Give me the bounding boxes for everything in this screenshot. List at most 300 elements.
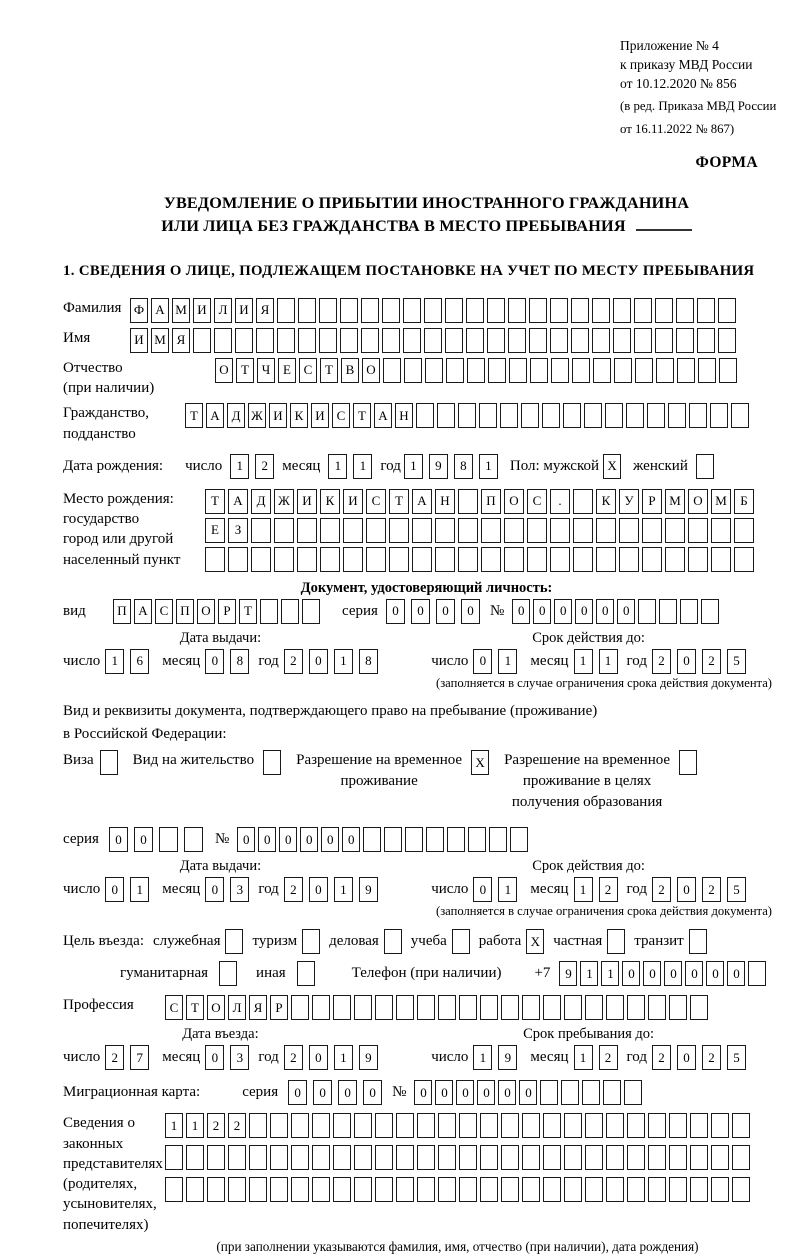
char-cell[interactable] xyxy=(501,1113,519,1138)
char-cell[interactable] xyxy=(679,750,697,775)
char-cell[interactable] xyxy=(529,328,547,353)
char-cell[interactable]: О xyxy=(688,489,708,514)
char-cell[interactable] xyxy=(585,1177,603,1202)
char-cell[interactable]: 0 xyxy=(575,599,593,624)
purpose-business-trip-checkbox[interactable] xyxy=(225,929,243,954)
char-cell[interactable] xyxy=(648,1177,666,1202)
identity-doc-type-boxes[interactable] xyxy=(113,599,320,624)
res-valid-day-boxes[interactable] xyxy=(473,877,517,902)
char-cell[interactable] xyxy=(437,403,455,428)
char-cell[interactable]: 0 xyxy=(664,961,682,986)
char-cell[interactable] xyxy=(297,961,315,986)
char-cell[interactable] xyxy=(184,827,203,852)
id-issue-month-boxes[interactable] xyxy=(205,649,249,674)
char-cell[interactable] xyxy=(732,1145,750,1170)
char-cell[interactable] xyxy=(235,328,253,353)
id-valid-day-boxes[interactable] xyxy=(473,649,517,674)
char-cell[interactable] xyxy=(690,995,708,1020)
temp-residence-checkbox[interactable] xyxy=(471,750,489,775)
char-cell[interactable] xyxy=(480,1177,498,1202)
char-cell[interactable]: 1 xyxy=(334,649,353,674)
char-cell[interactable] xyxy=(697,328,715,353)
char-cell[interactable]: 3 xyxy=(230,1045,249,1070)
char-cell[interactable] xyxy=(563,403,581,428)
char-cell[interactable] xyxy=(648,995,666,1020)
char-cell[interactable] xyxy=(291,1113,309,1138)
char-cell[interactable] xyxy=(676,328,694,353)
char-cell[interactable] xyxy=(732,1177,750,1202)
char-cell[interactable]: 0 xyxy=(309,877,328,902)
representatives-boxes-row1[interactable] xyxy=(165,1113,750,1138)
char-cell[interactable] xyxy=(297,547,317,572)
char-cell[interactable] xyxy=(584,403,602,428)
char-cell[interactable] xyxy=(333,1113,351,1138)
char-cell[interactable] xyxy=(251,518,271,543)
char-cell[interactable] xyxy=(219,961,237,986)
char-cell[interactable]: Ф xyxy=(130,298,148,323)
char-cell[interactable]: 1 xyxy=(230,454,249,479)
char-cell[interactable] xyxy=(354,1113,372,1138)
char-cell[interactable] xyxy=(711,1113,729,1138)
char-cell[interactable] xyxy=(435,547,455,572)
char-cell[interactable]: 0 xyxy=(473,877,492,902)
char-cell[interactable]: 0 xyxy=(309,649,328,674)
char-cell[interactable] xyxy=(540,1080,558,1105)
char-cell[interactable] xyxy=(550,518,570,543)
char-cell[interactable] xyxy=(550,547,570,572)
char-cell[interactable] xyxy=(417,1145,435,1170)
char-cell[interactable] xyxy=(734,547,754,572)
char-cell[interactable] xyxy=(564,995,582,1020)
char-cell[interactable]: Н xyxy=(395,403,413,428)
char-cell[interactable] xyxy=(277,328,295,353)
char-cell[interactable]: 0 xyxy=(288,1080,307,1105)
char-cell[interactable]: А xyxy=(206,403,224,428)
char-cell[interactable]: 5 xyxy=(727,649,746,674)
char-cell[interactable] xyxy=(468,827,486,852)
char-cell[interactable]: З xyxy=(228,518,248,543)
char-cell[interactable]: 1 xyxy=(498,877,517,902)
char-cell[interactable]: 1 xyxy=(334,1045,353,1070)
char-cell[interactable] xyxy=(596,547,616,572)
char-cell[interactable] xyxy=(696,454,714,479)
char-cell[interactable]: О xyxy=(362,358,380,383)
char-cell[interactable] xyxy=(480,1145,498,1170)
char-cell[interactable] xyxy=(228,547,248,572)
char-cell[interactable] xyxy=(396,995,414,1020)
char-cell[interactable] xyxy=(404,358,422,383)
char-cell[interactable] xyxy=(659,599,677,624)
char-cell[interactable] xyxy=(165,1145,183,1170)
purpose-tourism-checkbox[interactable] xyxy=(302,929,320,954)
char-cell[interactable]: Ч xyxy=(257,358,275,383)
patronymic-boxes[interactable] xyxy=(215,358,737,383)
char-cell[interactable] xyxy=(585,1113,603,1138)
char-cell[interactable]: 2 xyxy=(652,1045,671,1070)
char-cell[interactable]: 0 xyxy=(300,827,318,852)
char-cell[interactable] xyxy=(458,489,478,514)
char-cell[interactable] xyxy=(634,298,652,323)
char-cell[interactable] xyxy=(606,1145,624,1170)
char-cell[interactable] xyxy=(542,403,560,428)
char-cell[interactable]: 8 xyxy=(454,454,473,479)
birth-day-boxes[interactable] xyxy=(230,454,274,479)
char-cell[interactable] xyxy=(648,1113,666,1138)
char-cell[interactable]: 0 xyxy=(279,827,297,852)
char-cell[interactable]: 0 xyxy=(473,649,492,674)
char-cell[interactable] xyxy=(320,518,340,543)
char-cell[interactable] xyxy=(396,1177,414,1202)
char-cell[interactable]: 2 xyxy=(652,877,671,902)
purpose-business-checkbox[interactable] xyxy=(384,929,402,954)
char-cell[interactable]: X xyxy=(526,929,544,954)
birth-place-boxes-row2[interactable] xyxy=(205,518,754,543)
char-cell[interactable]: 0 xyxy=(477,1080,495,1105)
char-cell[interactable] xyxy=(669,1145,687,1170)
phone-boxes[interactable] xyxy=(559,961,766,986)
char-cell[interactable] xyxy=(260,599,278,624)
char-cell[interactable] xyxy=(510,827,528,852)
char-cell[interactable]: Ж xyxy=(248,403,266,428)
char-cell[interactable] xyxy=(452,929,470,954)
char-cell[interactable] xyxy=(690,1177,708,1202)
char-cell[interactable]: А xyxy=(374,403,392,428)
char-cell[interactable] xyxy=(312,1145,330,1170)
char-cell[interactable] xyxy=(425,358,443,383)
stay-month-boxes[interactable] xyxy=(574,1045,618,1070)
char-cell[interactable] xyxy=(573,518,593,543)
char-cell[interactable] xyxy=(689,929,707,954)
char-cell[interactable] xyxy=(613,328,631,353)
migration-series-boxes[interactable] xyxy=(288,1080,382,1105)
id-valid-month-boxes[interactable] xyxy=(574,649,618,674)
purpose-private-checkbox[interactable] xyxy=(607,929,625,954)
birth-year-boxes[interactable] xyxy=(404,454,498,479)
char-cell[interactable] xyxy=(668,403,686,428)
char-cell[interactable] xyxy=(375,1113,393,1138)
char-cell[interactable] xyxy=(543,1113,561,1138)
char-cell[interactable]: 0 xyxy=(461,599,480,624)
char-cell[interactable]: 2 xyxy=(284,1045,303,1070)
char-cell[interactable]: С xyxy=(366,489,386,514)
char-cell[interactable] xyxy=(447,827,465,852)
char-cell[interactable] xyxy=(274,547,294,572)
char-cell[interactable] xyxy=(634,328,652,353)
char-cell[interactable] xyxy=(256,328,274,353)
char-cell[interactable]: 1 xyxy=(599,649,618,674)
char-cell[interactable]: В xyxy=(341,358,359,383)
char-cell[interactable]: 0 xyxy=(533,599,551,624)
res-issue-year-boxes[interactable] xyxy=(284,877,378,902)
char-cell[interactable] xyxy=(489,827,507,852)
char-cell[interactable]: 2 xyxy=(207,1113,225,1138)
char-cell[interactable] xyxy=(522,1113,540,1138)
char-cell[interactable] xyxy=(669,1177,687,1202)
char-cell[interactable]: Ж xyxy=(274,489,294,514)
char-cell[interactable] xyxy=(690,1113,708,1138)
birth-place-boxes-row3[interactable] xyxy=(205,547,754,572)
purpose-humanitarian-checkbox[interactable] xyxy=(219,961,237,986)
char-cell[interactable] xyxy=(333,1145,351,1170)
char-cell[interactable] xyxy=(527,518,547,543)
char-cell[interactable] xyxy=(438,1177,456,1202)
char-cell[interactable] xyxy=(458,547,478,572)
char-cell[interactable]: 5 xyxy=(727,877,746,902)
char-cell[interactable]: С xyxy=(527,489,547,514)
char-cell[interactable] xyxy=(543,995,561,1020)
char-cell[interactable] xyxy=(522,1177,540,1202)
char-cell[interactable]: 0 xyxy=(456,1080,474,1105)
char-cell[interactable]: А xyxy=(134,599,152,624)
stay-day-boxes[interactable] xyxy=(473,1045,517,1070)
char-cell[interactable]: С xyxy=(332,403,350,428)
char-cell[interactable]: 1 xyxy=(574,1045,593,1070)
surname-boxes[interactable] xyxy=(130,298,736,323)
char-cell[interactable]: 0 xyxy=(321,827,339,852)
char-cell[interactable] xyxy=(607,929,625,954)
char-cell[interactable] xyxy=(249,1145,267,1170)
char-cell[interactable]: А xyxy=(228,489,248,514)
char-cell[interactable] xyxy=(459,1113,477,1138)
char-cell[interactable] xyxy=(438,1113,456,1138)
char-cell[interactable]: 0 xyxy=(205,649,224,674)
char-cell[interactable]: 0 xyxy=(258,827,276,852)
char-cell[interactable] xyxy=(366,518,386,543)
char-cell[interactable] xyxy=(711,1177,729,1202)
char-cell[interactable]: Д xyxy=(251,489,271,514)
char-cell[interactable]: 1 xyxy=(404,454,423,479)
id-issue-day-boxes[interactable] xyxy=(105,649,149,674)
char-cell[interactable] xyxy=(458,518,478,543)
char-cell[interactable] xyxy=(354,1145,372,1170)
char-cell[interactable]: 0 xyxy=(622,961,640,986)
char-cell[interactable]: 1 xyxy=(353,454,372,479)
char-cell[interactable] xyxy=(361,328,379,353)
birth-place-boxes-row1[interactable] xyxy=(205,489,754,514)
char-cell[interactable] xyxy=(592,328,610,353)
char-cell[interactable]: Я xyxy=(249,995,267,1020)
char-cell[interactable] xyxy=(389,547,409,572)
char-cell[interactable] xyxy=(509,358,527,383)
char-cell[interactable] xyxy=(619,547,639,572)
char-cell[interactable] xyxy=(277,298,295,323)
char-cell[interactable] xyxy=(424,298,442,323)
char-cell[interactable] xyxy=(690,1145,708,1170)
name-boxes[interactable] xyxy=(130,328,736,353)
char-cell[interactable]: М xyxy=(172,298,190,323)
char-cell[interactable] xyxy=(501,1177,519,1202)
char-cell[interactable] xyxy=(412,547,432,572)
char-cell[interactable] xyxy=(340,328,358,353)
char-cell[interactable]: И xyxy=(193,298,211,323)
char-cell[interactable] xyxy=(585,995,603,1020)
char-cell[interactable]: Е xyxy=(205,518,225,543)
char-cell[interactable]: 0 xyxy=(706,961,724,986)
entry-day-boxes[interactable] xyxy=(105,1045,149,1070)
char-cell[interactable] xyxy=(648,1145,666,1170)
char-cell[interactable]: 2 xyxy=(599,1045,618,1070)
char-cell[interactable] xyxy=(606,1113,624,1138)
char-cell[interactable]: 9 xyxy=(498,1045,517,1070)
char-cell[interactable] xyxy=(718,298,736,323)
char-cell[interactable] xyxy=(375,995,393,1020)
char-cell[interactable] xyxy=(445,298,463,323)
char-cell[interactable] xyxy=(228,1177,246,1202)
char-cell[interactable] xyxy=(734,518,754,543)
char-cell[interactable]: Т xyxy=(389,489,409,514)
char-cell[interactable] xyxy=(424,328,442,353)
char-cell[interactable] xyxy=(459,1177,477,1202)
char-cell[interactable] xyxy=(500,403,518,428)
char-cell[interactable] xyxy=(281,599,299,624)
birth-month-boxes[interactable] xyxy=(328,454,372,479)
char-cell[interactable] xyxy=(320,547,340,572)
entry-month-boxes[interactable] xyxy=(205,1045,249,1070)
purpose-transit-checkbox[interactable] xyxy=(689,929,707,954)
char-cell[interactable]: Т xyxy=(353,403,371,428)
char-cell[interactable] xyxy=(312,1177,330,1202)
char-cell[interactable]: 0 xyxy=(205,877,224,902)
char-cell[interactable]: 0 xyxy=(237,827,255,852)
char-cell[interactable]: С xyxy=(299,358,317,383)
char-cell[interactable]: О xyxy=(197,599,215,624)
char-cell[interactable]: 2 xyxy=(702,877,721,902)
char-cell[interactable]: Р xyxy=(642,489,662,514)
char-cell[interactable]: Т xyxy=(320,358,338,383)
char-cell[interactable]: А xyxy=(412,489,432,514)
char-cell[interactable] xyxy=(207,1145,225,1170)
char-cell[interactable] xyxy=(412,518,432,543)
residence-series-boxes[interactable] xyxy=(109,827,203,852)
char-cell[interactable]: 0 xyxy=(617,599,635,624)
char-cell[interactable] xyxy=(669,995,687,1020)
char-cell[interactable]: Я xyxy=(256,298,274,323)
char-cell[interactable] xyxy=(561,1080,579,1105)
char-cell[interactable] xyxy=(100,750,118,775)
char-cell[interactable]: С xyxy=(165,995,183,1020)
char-cell[interactable]: Я xyxy=(172,328,190,353)
char-cell[interactable] xyxy=(354,995,372,1020)
char-cell[interactable] xyxy=(627,1113,645,1138)
char-cell[interactable]: 0 xyxy=(677,649,696,674)
char-cell[interactable] xyxy=(698,358,716,383)
char-cell[interactable] xyxy=(384,827,402,852)
char-cell[interactable] xyxy=(748,961,766,986)
char-cell[interactable] xyxy=(529,298,547,323)
char-cell[interactable]: Е xyxy=(278,358,296,383)
char-cell[interactable] xyxy=(487,328,505,353)
char-cell[interactable] xyxy=(669,1113,687,1138)
char-cell[interactable] xyxy=(297,518,317,543)
char-cell[interactable] xyxy=(480,995,498,1020)
char-cell[interactable]: У xyxy=(619,489,639,514)
char-cell[interactable] xyxy=(302,929,320,954)
char-cell[interactable] xyxy=(638,599,656,624)
char-cell[interactable] xyxy=(270,1177,288,1202)
char-cell[interactable] xyxy=(417,995,435,1020)
char-cell[interactable] xyxy=(697,298,715,323)
char-cell[interactable]: 0 xyxy=(596,599,614,624)
char-cell[interactable] xyxy=(416,403,434,428)
char-cell[interactable]: И xyxy=(343,489,363,514)
char-cell[interactable] xyxy=(459,995,477,1020)
char-cell[interactable] xyxy=(701,599,719,624)
char-cell[interactable] xyxy=(459,1145,477,1170)
char-cell[interactable] xyxy=(249,1113,267,1138)
char-cell[interactable] xyxy=(593,358,611,383)
res-valid-month-boxes[interactable] xyxy=(574,877,618,902)
char-cell[interactable]: И xyxy=(311,403,329,428)
char-cell[interactable] xyxy=(382,328,400,353)
char-cell[interactable] xyxy=(270,1113,288,1138)
char-cell[interactable] xyxy=(603,1080,621,1105)
char-cell[interactable] xyxy=(501,1145,519,1170)
char-cell[interactable] xyxy=(291,995,309,1020)
char-cell[interactable] xyxy=(564,1113,582,1138)
char-cell[interactable] xyxy=(627,995,645,1020)
char-cell[interactable] xyxy=(732,1113,750,1138)
sex-male-checkbox[interactable] xyxy=(603,454,621,479)
id-valid-year-boxes[interactable] xyxy=(652,649,746,674)
entry-year-boxes[interactable] xyxy=(284,1045,378,1070)
char-cell[interactable] xyxy=(375,1177,393,1202)
char-cell[interactable]: М xyxy=(665,489,685,514)
char-cell[interactable]: 0 xyxy=(677,1045,696,1070)
char-cell[interactable] xyxy=(383,358,401,383)
char-cell[interactable] xyxy=(207,1177,225,1202)
char-cell[interactable] xyxy=(319,298,337,323)
char-cell[interactable] xyxy=(656,358,674,383)
char-cell[interactable] xyxy=(446,358,464,383)
char-cell[interactable]: К xyxy=(290,403,308,428)
char-cell[interactable] xyxy=(647,403,665,428)
char-cell[interactable] xyxy=(354,1177,372,1202)
char-cell[interactable]: 1 xyxy=(498,649,517,674)
char-cell[interactable] xyxy=(522,1145,540,1170)
char-cell[interactable] xyxy=(504,518,524,543)
char-cell[interactable] xyxy=(676,298,694,323)
char-cell[interactable]: Л xyxy=(228,995,246,1020)
char-cell[interactable]: 0 xyxy=(436,599,455,624)
char-cell[interactable] xyxy=(688,547,708,572)
char-cell[interactable] xyxy=(438,995,456,1020)
char-cell[interactable] xyxy=(343,518,363,543)
char-cell[interactable]: 0 xyxy=(386,599,405,624)
char-cell[interactable] xyxy=(481,518,501,543)
char-cell[interactable] xyxy=(438,1145,456,1170)
char-cell[interactable] xyxy=(375,1145,393,1170)
char-cell[interactable]: К xyxy=(596,489,616,514)
char-cell[interactable] xyxy=(488,358,506,383)
char-cell[interactable] xyxy=(613,298,631,323)
char-cell[interactable]: 0 xyxy=(205,1045,224,1070)
purpose-other-checkbox[interactable] xyxy=(297,961,315,986)
char-cell[interactable]: 1 xyxy=(165,1113,183,1138)
res-valid-year-boxes[interactable] xyxy=(652,877,746,902)
char-cell[interactable]: 0 xyxy=(554,599,572,624)
char-cell[interactable] xyxy=(480,1113,498,1138)
char-cell[interactable]: 1 xyxy=(130,877,149,902)
char-cell[interactable] xyxy=(481,547,501,572)
char-cell[interactable] xyxy=(467,358,485,383)
identity-doc-number-boxes[interactable] xyxy=(512,599,719,624)
char-cell[interactable]: 9 xyxy=(359,1045,378,1070)
char-cell[interactable] xyxy=(343,547,363,572)
char-cell[interactable] xyxy=(225,929,243,954)
representatives-boxes-row2[interactable] xyxy=(165,1145,750,1170)
char-cell[interactable] xyxy=(627,1145,645,1170)
id-issue-year-boxes[interactable] xyxy=(284,649,378,674)
